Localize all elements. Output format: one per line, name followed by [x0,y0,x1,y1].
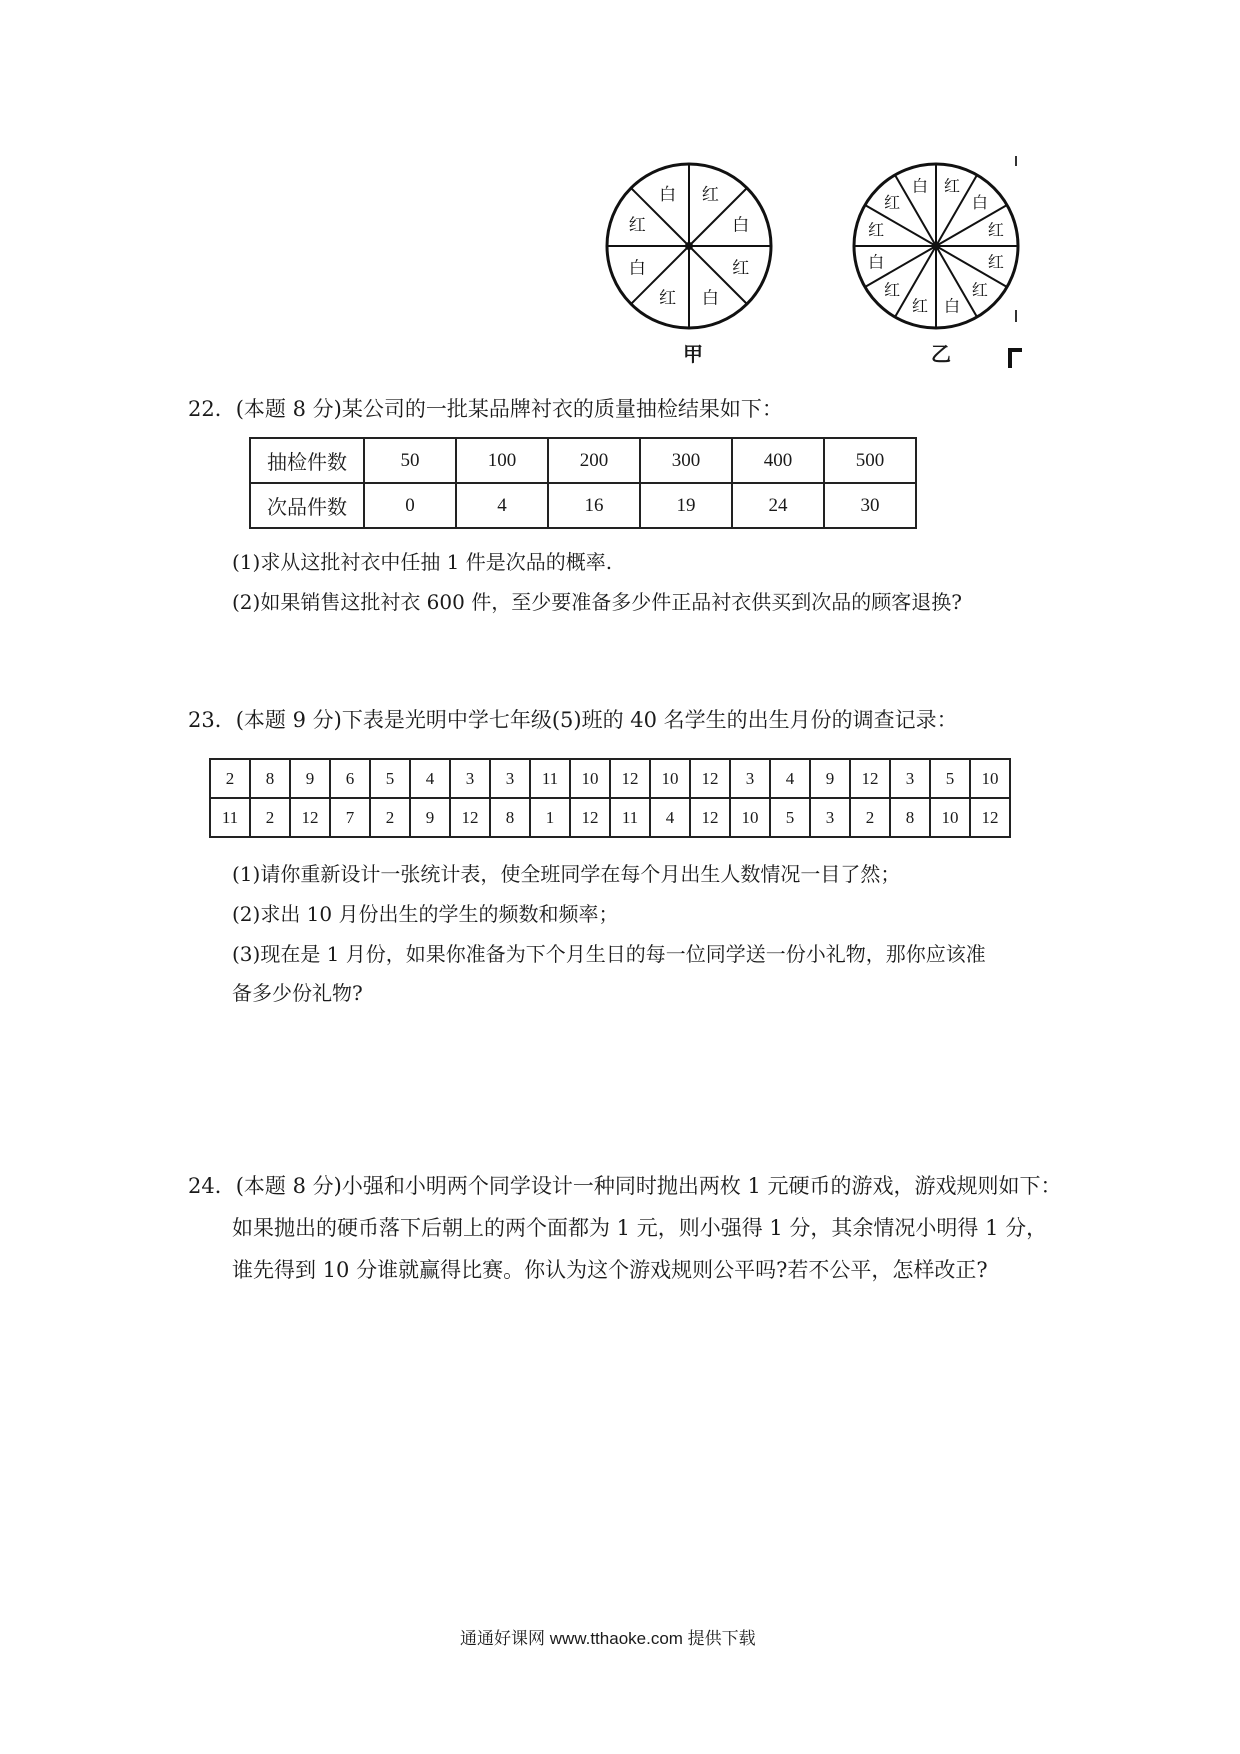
table-cell: 30 [824,483,916,528]
table-cell: 12 [290,798,330,837]
table-cell: 9 [290,759,330,798]
q22-title: 22．(本题 8 分)某公司的一批某品牌衬衣的质量抽检结果如下： [188,397,783,421]
table-cell: 2 [850,798,890,837]
wheel-sector-label: 红 [732,258,750,279]
table-cell: 9 [810,759,850,798]
table-cell: 16 [548,483,640,528]
wheel-sector-label: 白 [659,185,677,206]
table-cell: 19 [640,483,732,528]
wheel-center [932,242,940,250]
wheel-sector-label: 红 [971,280,988,300]
table-cell: 4 [456,483,548,528]
wheel-sector-label: 红 [628,215,646,236]
table-cell: 10 [970,759,1010,798]
q22-sub2: (2)如果销售这批衬衣 600 件，至少要准备多少件正品衬衣供买到次品的顾客退换? [232,590,962,614]
table-cell: 次品件数 [250,483,364,528]
table-cell: 300 [640,438,732,483]
spinner-jia-label: 甲 [683,342,703,366]
spinner-jia [607,164,771,328]
wheel-sector-label: 红 [884,280,901,300]
table-cell: 3 [810,798,850,837]
table-row [250,483,916,528]
table-row [250,438,916,483]
wheel-sector-label: 白 [628,258,646,279]
table-cell: 12 [690,798,730,837]
table-cell: 1 [530,798,570,837]
wheel-center [685,242,693,250]
table-cell: 12 [850,759,890,798]
q24-line3: 谁先得到 10 分谁就赢得比赛。你认为这个游戏规则公平吗?若不公平，怎样改正? [232,1258,988,1282]
q23-sub2: (2)求出 10 月份出生的学生的频数和频率； [232,902,619,926]
q23-table [209,758,1011,838]
wheel-sector-label: 红 [944,176,961,196]
table-cell: 7 [330,798,370,837]
wheel-sector-label: 红 [884,192,901,212]
table-cell: 50 [364,438,456,483]
wheel-sector-label: 红 [868,220,885,240]
wheel-sector-label: 白 [944,296,961,316]
q24-line2: 如果抛出的硬币落下后朝上的两个面都为 1 元，则小强得 1 分，其余情况小明得 1 分， [232,1216,1048,1240]
table-cell: 12 [570,798,610,837]
table-cell: 11 [210,798,250,837]
wheel-sector-label: 红 [911,296,928,316]
q23-sub1: (1)请你重新设计一张统计表，使全班同学在每个月出生人数情况一目了然； [232,862,901,886]
q23-sub3-cont: 备多少份礼物? [232,981,363,1005]
table-cell: 8 [890,798,930,837]
footer-source: 通通好课网 www.tthaoke.com 提供下载 [460,1629,756,1648]
spinner-yi [854,164,1018,328]
table-cell: 6 [330,759,370,798]
table-cell: 10 [650,759,690,798]
wheel-sector-label: 红 [701,185,719,206]
table-cell: 12 [970,798,1010,837]
wheel-sector-label: 白 [868,252,885,272]
table-cell: 5 [930,759,970,798]
wheel-sector-label: 白 [701,288,719,309]
table-cell: 2 [210,759,250,798]
table-cell: 2 [250,798,290,837]
q22-sub1: (1)求从这批衬衣中任抽 1 件是次品的概率. [232,550,613,574]
table-cell: 4 [410,759,450,798]
wheel-sector-label: 红 [659,288,677,309]
table-cell: 100 [456,438,548,483]
table-cell: 12 [610,759,650,798]
table-cell: 抽检件数 [250,438,364,483]
wheel-sector-label: 红 [987,252,1004,272]
table-cell: 2 [370,798,410,837]
table-cell: 200 [548,438,640,483]
table-cell: 10 [730,798,770,837]
table-cell: 11 [610,798,650,837]
table-cell: 0 [364,483,456,528]
wheel-sector-label: 白 [971,192,988,212]
table-cell: 3 [450,759,490,798]
table-row [210,759,1010,798]
table-cell: 10 [570,759,610,798]
q23-sub3: (3)现在是 1 月份，如果你准备为下个月生日的每一位同学送一份小礼物，那你应该准 [232,942,986,966]
table-cell: 12 [450,798,490,837]
q24-line1: 24．(本题 8 分)小强和小明两个同学设计一种同时抛出两枚 1 元硬币的游戏，游戏规则如下： [188,1174,1062,1198]
table-cell: 4 [650,798,690,837]
table-cell: 3 [730,759,770,798]
table-cell: 9 [410,798,450,837]
table-cell: 400 [732,438,824,483]
table-cell: 10 [930,798,970,837]
q22-table [249,437,917,529]
scan-corner-mark [1010,350,1022,368]
wheel-sector-label: 白 [732,215,750,236]
table-cell: 5 [370,759,410,798]
table-cell: 24 [732,483,824,528]
table-cell: 4 [770,759,810,798]
table-cell: 3 [890,759,930,798]
wheel-sector-label: 红 [987,220,1004,240]
table-row [210,798,1010,837]
table-cell: 8 [250,759,290,798]
table-cell: 5 [770,798,810,837]
wheel-sector-label: 白 [911,176,928,196]
table-cell: 8 [490,798,530,837]
spinner-wheels [0,0,1240,380]
spinner-yi-label: 乙 [931,342,951,366]
table-cell: 11 [530,759,570,798]
table-cell: 500 [824,438,916,483]
table-cell: 12 [690,759,730,798]
table-cell: 3 [490,759,530,798]
q23-title: 23．(本题 9 分)下表是光明中学七年级(5)班的 40 名学生的出生月份的调查记录： [188,708,958,732]
